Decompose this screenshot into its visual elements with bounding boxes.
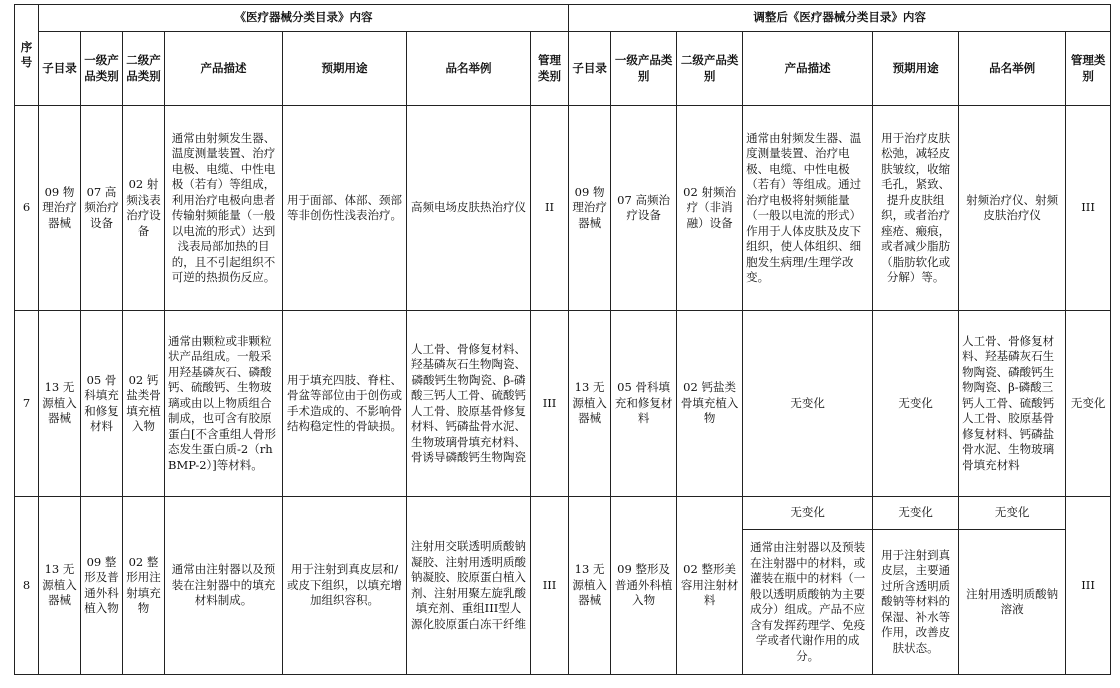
col-adj-desc: 产品描述 <box>743 32 873 106</box>
row-seq: 7 <box>15 311 39 497</box>
orig-use: 用于注射到真皮层和/或皮下组织，以填充增加组织容积。 <box>283 497 407 675</box>
table-row <box>15 106 1111 311</box>
orig-l1: 07 高频治疗设备 <box>81 106 123 311</box>
adj-l2: 02 射频治疗（非消融）设备 <box>677 106 743 311</box>
col-adj-use: 预期用途 <box>873 32 959 106</box>
section-adjusted: 调整后《医疗器械分类目录》内容 <box>569 5 1111 32</box>
row-seq: 8 <box>15 497 39 675</box>
orig-desc: 通常由射频发生器、温度测量装置、治疗电极、电缆、中性电极（若有）等组成，利用治疗电极向患者传输射频能量（一般以电流的形式）达到浅表局部加热的目的，且不引起组织不可逆的热损伤反应。 <box>165 106 283 311</box>
orig-mgmt: III <box>531 497 569 675</box>
col-seq: 序号 <box>15 5 39 106</box>
orig-use: 用于面部、体部、颈部等非创伤性浅表治疗。 <box>283 106 407 311</box>
col-orig-examples: 品名举例 <box>407 32 531 106</box>
adj-examples: 人工骨、骨修复材料、羟基磷灰石生物陶瓷、磷酸钙生物陶瓷、β-磷酸三钙人工骨、硫酸钙人工骨、胶原基骨修复材料、钙磷盐骨水泥、生物玻璃骨填充材料 <box>959 311 1066 497</box>
col-orig-mgmt: 管理类别 <box>531 32 569 106</box>
adj-l1: 09 整形及普通外科植入物 <box>611 497 677 675</box>
adj-sub: 13 无源植入器械 <box>569 311 611 497</box>
col-orig-l1: 一级产品类别 <box>81 32 123 106</box>
adj-mgmt: 无变化 <box>1066 311 1111 497</box>
adj-use: 用于治疗皮肤松弛，减轻皮肤皱纹，收缩毛孔，紧致、提升皮肤组织，或者治疗痤疮、瘢痕，或者减少脂肪（脂肪软化或分解）等。 <box>873 106 959 311</box>
col-adj-mgmt: 管理类别 <box>1066 32 1111 106</box>
adj-examples-top: 无变化 <box>959 497 1066 530</box>
classification-table <box>14 4 1111 675</box>
adj-desc: 通常由射频发生器、温度测量装置、治疗电极、电缆、中性电极（若有）等组成。通过治疗电极将射频能量（一般以电流的形式）作用于人体皮肤及皮下组织，使人体组织、细胞发生病理/生理学改变。 <box>743 106 873 311</box>
table-row <box>15 311 1111 497</box>
adj-examples: 射频治疗仪、射频皮肤治疗仪 <box>959 106 1066 311</box>
adj-sub: 13 无源植入器械 <box>569 497 611 675</box>
orig-l2: 02 钙盐类骨填充植入物 <box>123 311 165 497</box>
adj-desc: 通常由注射器以及预装在注射器中的材料，或灌装在瓶中的材料（一般以透明质酸钠为主要成分）组成。产品不应含有发挥药理学、免疫学或者代谢作用的成分。 <box>743 530 873 675</box>
orig-mgmt: II <box>531 106 569 311</box>
col-adj-l1: 一级产品类别 <box>611 32 677 106</box>
adj-l2: 02 钙盐类骨填充植入物 <box>677 311 743 497</box>
orig-l2: 02 射频浅表治疗设备 <box>123 106 165 311</box>
orig-sub: 09 物理治疗器械 <box>39 106 81 311</box>
orig-mgmt: III <box>531 311 569 497</box>
adj-use-top: 无变化 <box>873 497 959 530</box>
col-adj-examples: 品名举例 <box>959 32 1066 106</box>
col-adj-l2: 二级产品类别 <box>677 32 743 106</box>
col-adj-sub: 子目录 <box>569 32 611 106</box>
orig-sub: 13 无源植入器械 <box>39 497 81 675</box>
adj-sub: 09 物理治疗器械 <box>569 106 611 311</box>
col-orig-sub: 子目录 <box>39 32 81 106</box>
orig-sub: 13 无源植入器械 <box>39 311 81 497</box>
orig-l2: 02 整形用注射填充物 <box>123 497 165 675</box>
adj-use: 用于注射到真皮层，主要通过所含透明质酸钠等材料的保湿、补水等作用，改善皮肤状态。 <box>873 530 959 675</box>
orig-use: 用于填充四肢、脊柱、骨盆等部位由于创伤或手术造成的、不影响骨结构稳定性的骨缺损。 <box>283 311 407 497</box>
orig-l1: 05 骨科填充和修复材料 <box>81 311 123 497</box>
section-original: 《医疗器械分类目录》内容 <box>39 5 569 32</box>
adj-desc: 无变化 <box>743 311 873 497</box>
col-orig-l2: 二级产品类别 <box>123 32 165 106</box>
adj-l1: 05 骨科填充和修复材料 <box>611 311 677 497</box>
adj-l2: 02 整形美容用注射材料 <box>677 497 743 675</box>
table-row <box>15 497 1111 530</box>
orig-examples: 高频电场皮肤热治疗仪 <box>407 106 531 311</box>
adj-desc-top: 无变化 <box>743 497 873 530</box>
adj-mgmt: III <box>1066 106 1111 311</box>
row-seq: 6 <box>15 106 39 311</box>
adj-examples: 注射用透明质酸钠溶液 <box>959 530 1066 675</box>
adj-use: 无变化 <box>873 311 959 497</box>
col-orig-use: 预期用途 <box>283 32 407 106</box>
adj-l1: 07 高频治疗设备 <box>611 106 677 311</box>
adj-mgmt: III <box>1066 497 1111 675</box>
orig-l1: 09 整形及普通外科植入物 <box>81 497 123 675</box>
orig-desc: 通常由颗粒或非颗粒状产品组成。一般采用羟基磷灰石、磷酸钙、硫酸钙、生物玻璃或由以上物质组合制成，也可含有胶原蛋白[不含重组人骨形态发生蛋白质-2（rhBMP-2）]等材料。 <box>165 311 283 497</box>
col-orig-desc: 产品描述 <box>165 32 283 106</box>
orig-examples: 人工骨、骨修复材料、羟基磷灰石生物陶瓷、磷酸钙生物陶瓷、β-磷酸三钙人工骨、硫酸钙人工骨、胶原基骨修复材料、钙磷盐骨水泥、生物玻璃骨填充材料、骨诱导磷酸钙生物陶瓷 <box>407 311 531 497</box>
orig-desc: 通常由注射器以及预装在注射器中的填充材料制成。 <box>165 497 283 675</box>
orig-examples: 注射用交联透明质酸钠凝胶、注射用透明质酸钠凝胶、胶原蛋白植入剂、注射用聚左旋乳酸填充剂、重组III型人源化胶原蛋白冻干纤维 <box>407 497 531 675</box>
